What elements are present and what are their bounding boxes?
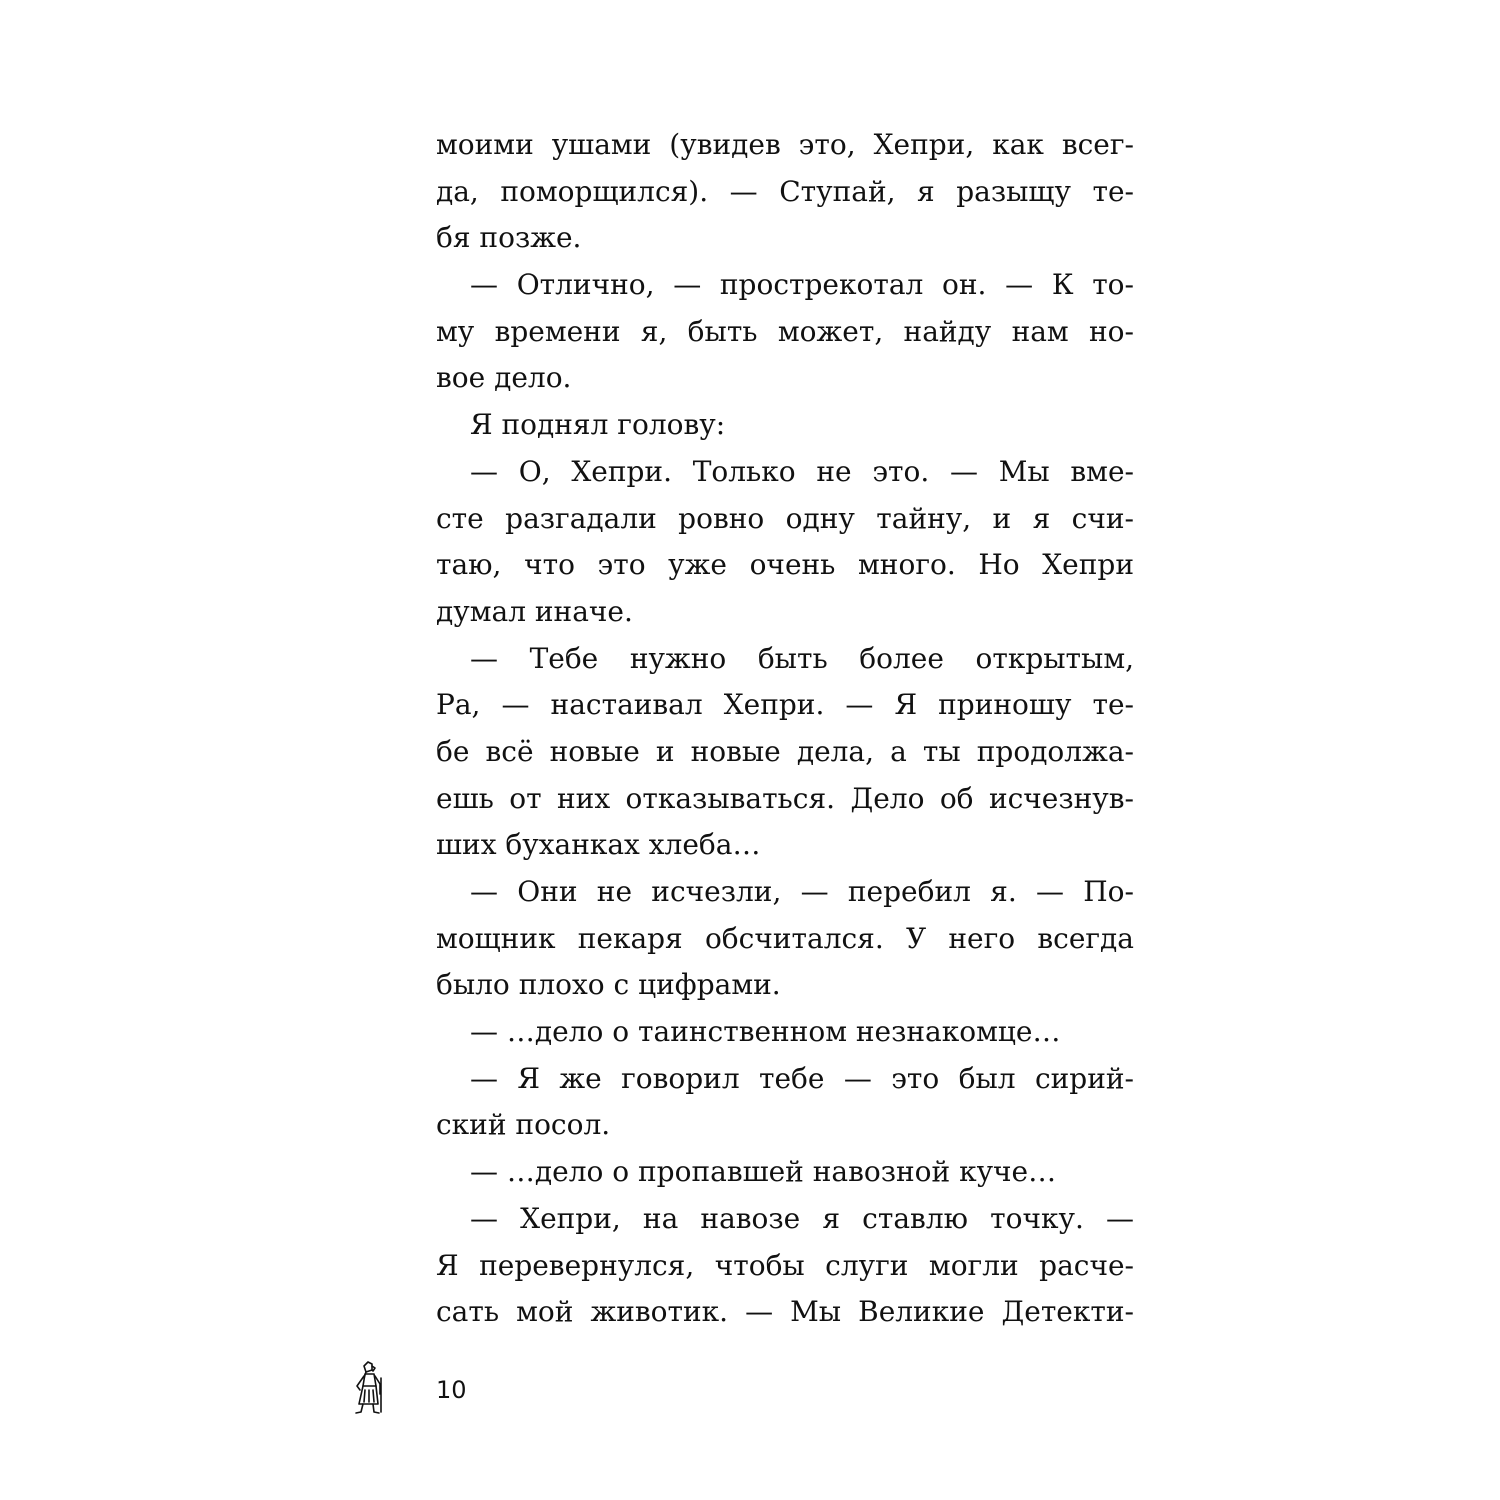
text-line: моими ушами (увидев это, Хепри, как всег- xyxy=(436,128,1134,161)
text-line: таю, что это уже очень много. Но Хепри xyxy=(436,548,1134,582)
text-line: было плохо с цифрами. xyxy=(436,968,781,1002)
text-line: Я перевернулся, чтобы слуги могли расче- xyxy=(436,1248,1134,1282)
text-line: му времени я, быть может, найду нам но- xyxy=(436,314,1134,348)
page-footer xyxy=(352,1360,552,1420)
text-line: сте разгадали ровно одну тайну, и я счи- xyxy=(436,501,1134,535)
text-line: думал иначе. xyxy=(436,594,633,628)
text-line: мощник пекаря обсчитался. У него всегда xyxy=(436,921,1134,955)
text-line: — Отлично, — прострекотал он. — К то- xyxy=(470,268,1134,302)
text-line: да, поморщился). — Ступай, я разыщу те- xyxy=(436,174,1134,208)
text-line: — О, Хепри. Только не это. — Мы вме- xyxy=(470,454,1134,488)
body-text xyxy=(436,122,1134,1336)
text-line: ших буханках хлеба… xyxy=(436,828,761,862)
text-line: — Хепри, на навозе я ставлю точку. — xyxy=(470,1201,1134,1235)
text-line: сать мой животик. — Мы Великие Детекти- xyxy=(436,1295,1134,1329)
text-line: — Я же говорил тебе — это был сирий- xyxy=(470,1061,1134,1095)
text-line: Ра, — настаивал Хепри. — Я приношу те- xyxy=(436,688,1134,722)
page-number: 10 xyxy=(436,1376,467,1404)
text-line: вое дело. xyxy=(436,361,572,395)
text-line: — Они не исчезли, — перебил я. — По- xyxy=(470,875,1134,908)
text-line: — …дело о таинственном незнакомце… xyxy=(470,1015,1061,1049)
text-line: бя позже. xyxy=(436,221,582,255)
text-line: — …дело о пропавшей навозной куче… xyxy=(470,1155,1057,1189)
text-line: ешь от них отказываться. Дело об исчезнув- xyxy=(436,781,1134,815)
text-line: Я поднял голову: xyxy=(470,408,726,442)
text-line: ский посол. xyxy=(436,1108,611,1142)
text-line: — Тебе нужно быть более открытым, xyxy=(470,641,1134,675)
egyptian-figure-icon xyxy=(352,1360,388,1416)
text-line: бе всё новые и новые дела, а ты продолжа- xyxy=(436,734,1134,768)
